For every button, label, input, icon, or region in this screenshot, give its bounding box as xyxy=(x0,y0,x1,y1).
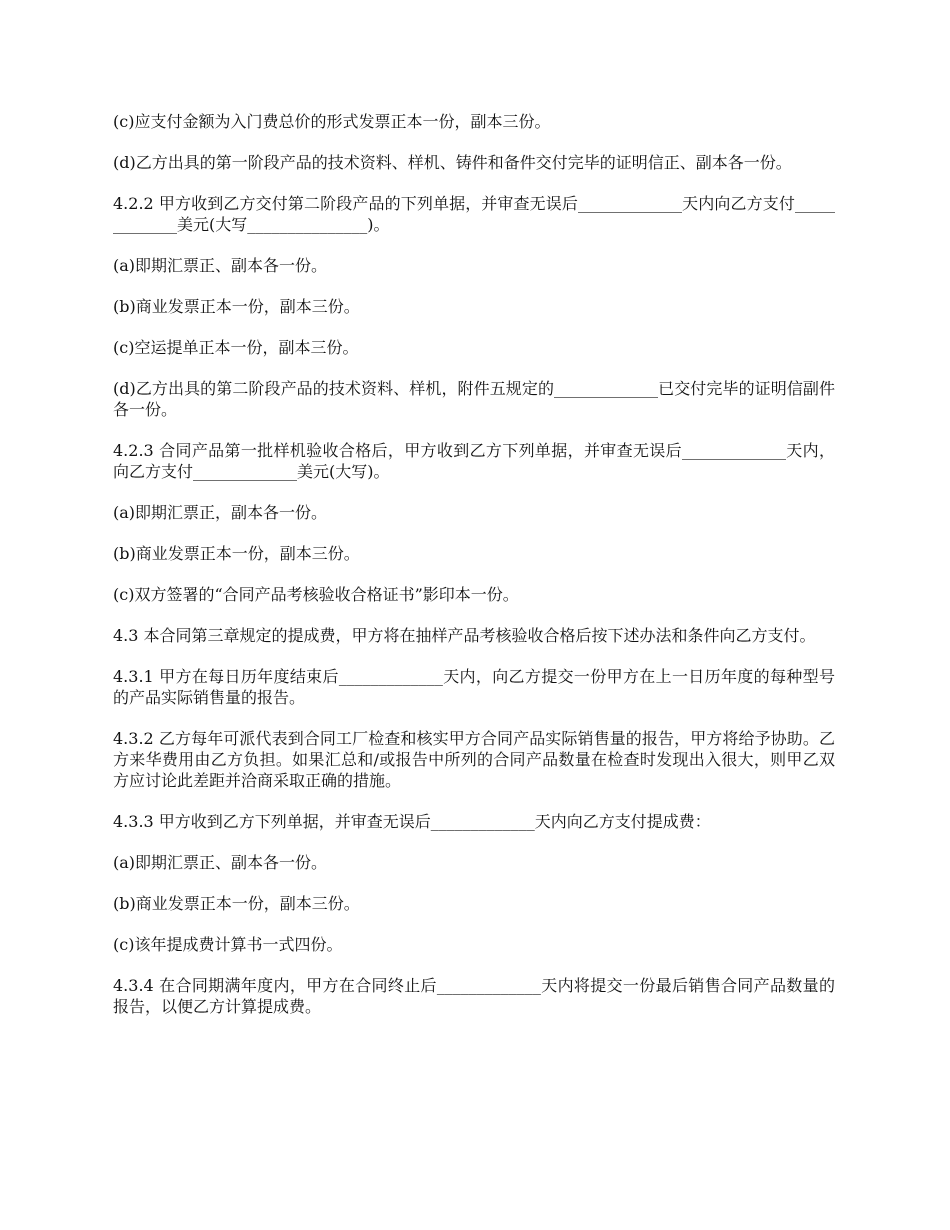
paragraph: 4.3.1 甲方在每日历年度结束后_____________天内，向乙方提交一份甲方在上一日历年度的每种型号的产品实际销售量的报告。 xyxy=(113,667,835,707)
document-body xyxy=(113,111,835,1037)
paragraph: (a)即期汇票正，副本各一份。 xyxy=(113,503,328,522)
paragraph: (b)商业发票正本一份，副本三份。 xyxy=(113,297,360,316)
paragraph: (a)即期汇票正、副本各一份。 xyxy=(113,256,328,275)
paragraph: (b)商业发票正本一份，副本三份。 xyxy=(113,894,360,913)
paragraph: (c)空运提单正本一份，副本三份。 xyxy=(113,338,359,357)
paragraph: 4.3.3 甲方收到乙方下列单据，并审查无误后_____________天内向乙方支付提成费： xyxy=(113,812,711,831)
paragraph: (c)双方签署的“合同产品考核验收合格证书”影印本一份。 xyxy=(113,585,519,604)
paragraph: 4.3 本合同第三章规定的提成费，甲方将在抽样产品考核验收合格后按下述办法和条件向乙方支付。 xyxy=(113,626,816,645)
paragraph: 4.3.4 在合同期满年度内，甲方在合同终止后_____________天内将提交一份最后销售合同产品数量的报告，以便乙方计算提成费。 xyxy=(113,976,835,1016)
paragraph: (c)应支付金额为入门费总价的形式发票正本一份，副本三份。 xyxy=(113,112,551,131)
paragraph: 4.2.2 甲方收到乙方交付第二阶段产品的下列单据，并审查无误后_____________天内向乙方支付_____________美元(大写_______________)。 xyxy=(113,194,835,234)
paragraph: 4.2.3 合同产品第一批样机验收合格后，甲方收到乙方下列单据，并审查无误后_____________天内，向乙方支付_____________美元(大写)。 xyxy=(113,441,835,481)
paragraph: (a)即期汇票正、副本各一份。 xyxy=(113,853,328,872)
paragraph: (d)乙方出具的第二阶段产品的技术资料、样机，附件五规定的_____________已交付完毕的证明信副件各一份。 xyxy=(113,379,835,419)
paragraph: 4.3.2 乙方每年可派代表到合同工厂检查和核实甲方合同产品实际销售量的报告，甲方将给予协助。乙方来华费用由乙方负担。如果汇总和/或报告中所列的合同产品数量在检查时发现出入很大，则甲乙双方应讨论此差距并洽商采取正确的措施。 xyxy=(113,729,835,790)
paragraph: (c)该年提成费计算书一式四份。 xyxy=(113,935,343,954)
paragraph: (b)商业发票正本一份，副本三份。 xyxy=(113,544,360,563)
paragraph: (d)乙方出具的第一阶段产品的技术资料、样机、铸件和备件交付完毕的证明信正、副本各一份。 xyxy=(113,153,792,172)
